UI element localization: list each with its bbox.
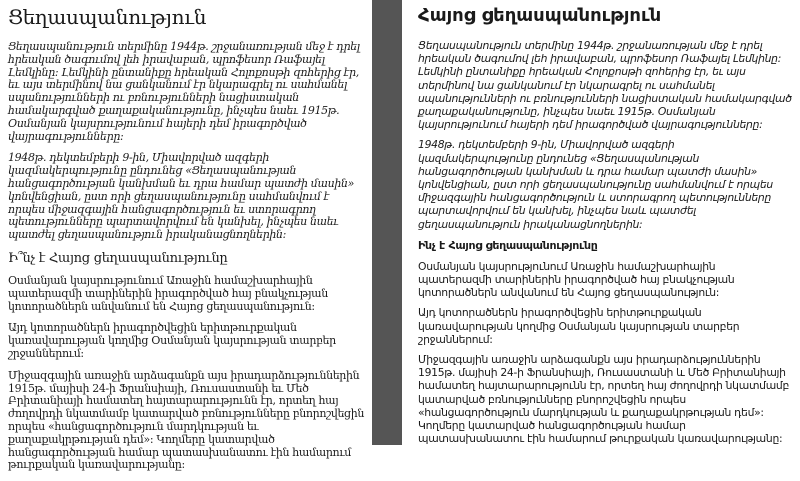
intro-paragraph: Ցեղասպանություն տերմինը 1944թ. շրջանառության մեջ է դրել հրեական ծագումով լեհ իրավաբան, պրոֆեսոր Ռաֆայել Լեմկինը: Լեմկինի ընտանիքը հրեական Հոլոքոսթի զոհերից էր, եւ այս տերմինով նա ցանկանում էր նկարագրել ու սահմանել սպանությունների ու բռնությունների նացիստական համակարգված քաղաքականությունը, ինչպես նաեւ 1915թ. Օսմանյան կայսրությունում հայերի դեմ իրագործված վայրագությունները: [8,40,360,143]
body-paragraph: Օսմանյան կայսրությունում Առաջին համաշխարհային պատերազմի տարիներին իրագործված հայ բնակչության կոտորածներն անվանում են Հայոց ցեղասպանություն: [8,273,328,313]
convention-paragraph: 1948թ. դեկտեմբերի 9-ին, Միավորված ազգերի կազմակերպությունը ընդունեց «Ցեղասպանության հանցագործության կանխման և դրա համար պատժի մասին» կոնվենցիան, ըստ որի ցեղասպանությունը սահմանվում է որպես միջազգային հանցագործություն և ստորագրող պետությունները պարտավորվում են կանխել, ինչպես նաև պատժել ցեղասպանություն իրականացնողներին: [418,138,773,231]
section-heading: Ի՞նչ է Հայոց ցեղասպանությունը [8,250,228,266]
right-page-pane [402,0,800,452]
body-paragraph: Այդ կոտորածներն իրագործվեցին երիտթուրքական կառավարության կողմից Օսմանյան կայսրության տարբեր շրջաններում: [8,321,336,360]
left-page-pane [0,0,372,481]
convention-paragraph: 1948թ. դեկտեմբերի 9-ին, Միավորված ազգերի կազմակերպությունը ընդունեց «Ցեղասպանության հանցագործության կանխման եւ դրա համար պատժի մասին» կոնվենցիան, ըստ որի ցեղասպանությունը սահմանվում է որպես միջազգային հանցագործություն եւ ստորագրող պետությունները պարտավորվում են կանխել, ինչպես նաեւ պատժել ցեղասպանություն իրականացնողներին: [8,151,355,242]
body-paragraph: Միջազգային առաջին արձագանքն այս իրադարձություններին 1915թ. մայիսի 24-ի Ֆրանսիայի, Ռուսաստանի եւ Մեծ Բրիտանիայի համատեղ հայտարարությունն էր, որտեղ հայ ժողովրդի նկատմամբ կատարված բռնությունները բնորոշվեցին որպես «հանցագործություն մարդկության եւ քաղաքակրթության դեմ»: Կողմերը կատարված հանցագործության համար պատասխանատու էին համարում թուրքական կառավարությանը: [8,368,364,472]
pane-divider[interactable] [372,0,402,445]
page-title: Ցեղասպանություն [8,5,207,29]
body-paragraph: Այդ կոտորածներն իրագործվեցին երիտթուրքական կառավարության կողմից Օսմանյան կայսրության տարբեր շրջաններում: [418,306,740,346]
page-title: Հայոց ցեղասպանություն [418,5,662,26]
body-paragraph: Օսմանյան կայսրությունում Առաջին համաշխարհային պատերազմի տարիներին իրագործված հայ բնակչության կոտորածներն անվանում են Հայոց ցեղասպանություն: [418,259,735,300]
intro-paragraph: Ցեղասպանություն տերմինը 1944թ. շրջանառության մեջ է դրել հրեական ծագումով լեհ իրավաբան, պրոֆեսոր Ռաֆայել Լեմկինը: Լեմկինի ընտանիքը հրեական Հոլոքոսթի զոհերից էր, եւ այս տերմինով նա ցանկանում էր նկարագրել ու սահմանել սպանությունների ու բռնությունների նացիստական համակարգված քաղաքականությունը, ինչպես նաեւ 1915թ. Օսմանյան կայսրությունում հայերի դեմ իրագործված վայրագությունները: [418,39,792,132]
section-heading: Ինչ է Հայոց ցեղասպանությունը [418,238,598,252]
body-paragraph: Միջազգային առաջին արձագանքն այս իրադարձություններին 1915թ. մայիսի 24-ի Ֆրանսիայի, Ռուսաստանի և Մեծ Բրիտանիայի համատեղ հայտարարությունն էր, որտեղ հայ ժողովրդի նկատմամբ կատարված բռնությունները բնորոշվեցին որպես «հանցագործություն մարդկության և քաղաքակրթության դեմ»: Կողմերը կատարված հանցագործության համար պատասխանատու էին համարում թուրքական կառավարությանը: [418,353,789,446]
